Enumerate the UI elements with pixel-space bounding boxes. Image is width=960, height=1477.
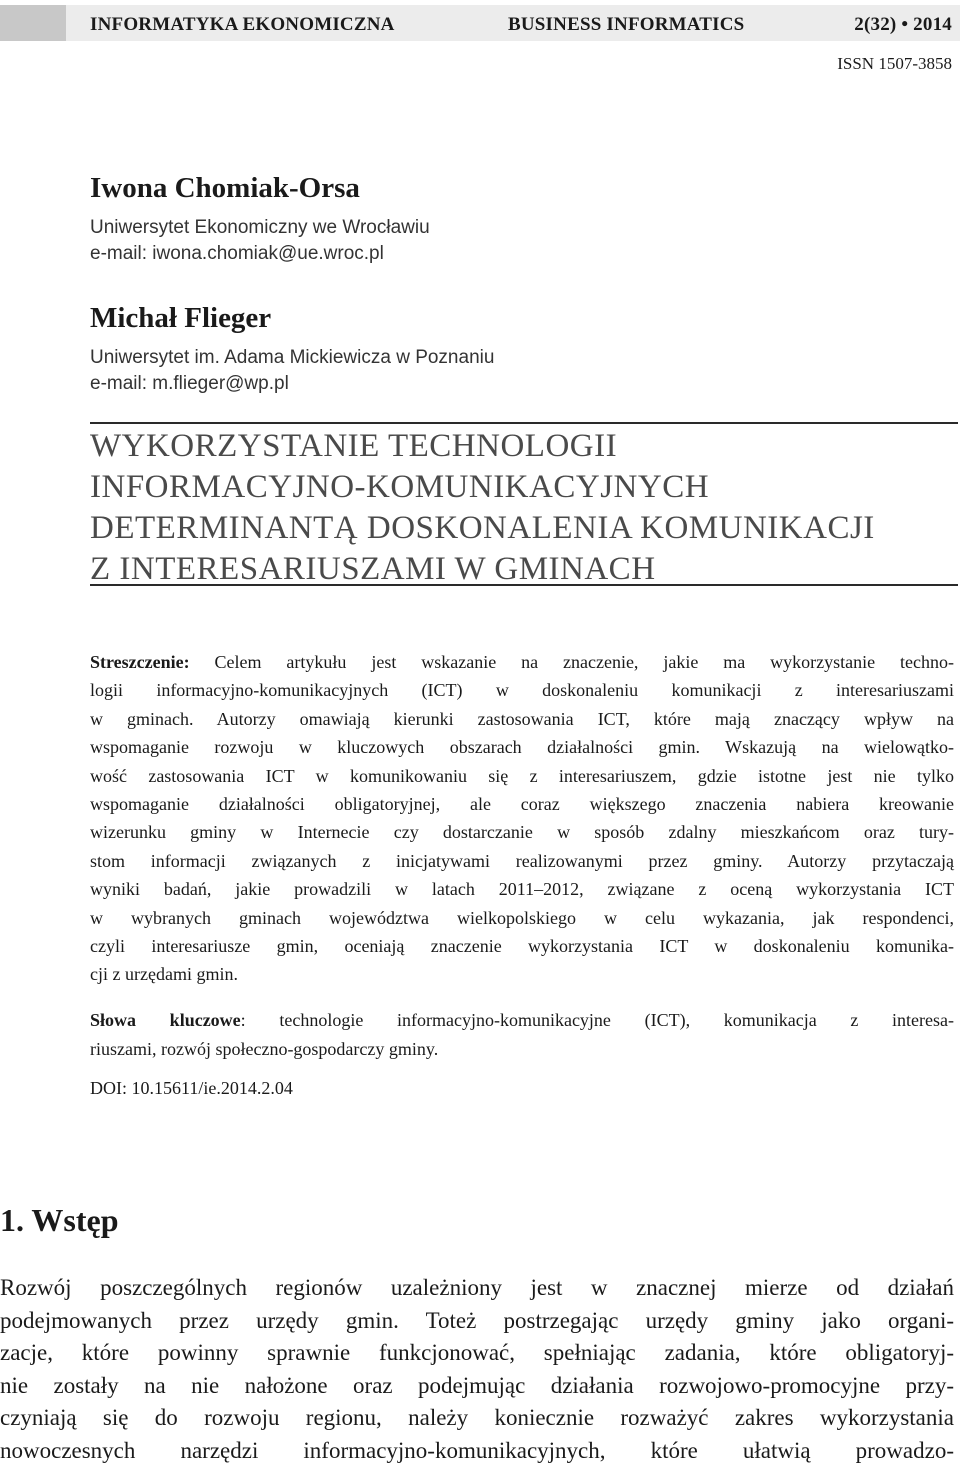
author-2-name: Michał Flieger	[90, 302, 272, 334]
abstract-line: wspomaganie działalności obligatoryjnej, ale coraz większego znaczenia nabiera kreowanie	[90, 794, 954, 815]
body-line: podejmowanych przez urzędy gmin. Toteż postrzegając urzędy gminy jako organi-	[0, 1307, 954, 1333]
author-1-name: Iwona Chomiak-Orsa	[90, 172, 360, 204]
abstract-line: wość zastosowania ICT w komunikowaniu się z interesariuszem, gdzie istotne jest nie tylko	[90, 765, 954, 786]
title-top-rule	[90, 422, 958, 424]
abstract-line: Celem artykułu jest wskazanie na znaczenie, jakie ma wykorzystanie techno-	[189, 652, 954, 672]
title-line: DETERMINANTĄ DOSKONALENIA KOMUNIKACJI	[90, 510, 875, 546]
doi: DOI: 10.15611/ie.2014.2.04	[90, 1078, 293, 1098]
abstract-line: czyli interesariusze gmin, oceniają znaczenie wykorzystania ICT w doskonaleniu komunika-	[90, 936, 954, 957]
abstract-line: wspomaganie rozwoju w kluczowych obszarach działalności gmin. Wskazują na wielowątko-	[90, 737, 954, 758]
body-line: czyniają się do rozwoju regionu, należy koniecznie rozważyć zakres wykorzystania	[0, 1405, 954, 1430]
abstract-line: logii informacyjno-komunikacyjnych (ICT) w doskonaleniu komunikacji z interesariuszami	[90, 680, 954, 701]
author-2-email: e-mail: m.flieger@wp.pl	[90, 373, 289, 394]
body-line: zacje, które powinny sprawnie funkcjonować, spełniając zadania, które obligatoryj-	[0, 1340, 954, 1365]
abstract-line: w wybranych gminach województwa wielkopolskiego w celu wykazania, jak respondenci,	[90, 907, 954, 928]
abstract-line: wyniki badań, jakie prowadzili w latach 2011–2012, związane z oceną wykorzystania ICT	[90, 879, 954, 900]
abstract-line: wizerunku gminy w Internecie czy dostarczanie w sposób zdalny mieszkańcom oraz tury-	[90, 822, 954, 843]
body-line: nie zostały na nie nałożone oraz podejmując działania rozwojowo-promocyjne przy-	[0, 1372, 954, 1398]
issn: ISSN 1507-3858	[837, 54, 952, 73]
abstract-line: cji z urzędami gmin.	[90, 964, 238, 985]
abstract	[90, 648, 954, 989]
header-color-block	[0, 5, 66, 41]
keywords-label: Słowa kluczowe	[90, 1010, 241, 1030]
journal-header-bar	[0, 5, 960, 41]
body-line: Rozwój poszczególnych regionów uzależniony jest w znacznej mierze od działań	[0, 1275, 954, 1300]
section-heading: 1. Wstęp	[0, 1202, 119, 1238]
author-1-email: e-mail: iwona.chomiak@ue.wroc.pl	[90, 243, 384, 264]
journal-name-pl: INFORMATYKA EKONOMICZNA	[90, 14, 395, 35]
journal-name-en: BUSINESS INFORMATICS	[508, 14, 745, 35]
author-1-affiliation: Uniwersytet Ekonomiczny we Wrocławiu	[90, 217, 430, 238]
keywords	[90, 1006, 954, 1064]
keywords-line: riuszami, rozwój społeczno-gospodarczy gminy.	[90, 1039, 439, 1059]
issue-number: 2(32) • 2014	[854, 14, 952, 35]
title-line: WYKORZYSTANIE TECHNOLOGII	[90, 428, 618, 464]
section-body	[0, 1272, 954, 1467]
body-line: nowoczesnych narzędzi informacyjno-komunikacyjnych, które ułatwią prowadzo-	[0, 1437, 954, 1463]
title-bottom-rule	[90, 584, 958, 586]
abstract-label: Streszczenie:	[90, 652, 190, 672]
author-2-affiliation: Uniwersytet im. Adama Mickiewicza w Poznaniu	[90, 347, 495, 368]
abstract-line: stom informacji związanych z inicjatywami realizowanymi przez gminy. Autorzy przytaczają	[90, 850, 954, 871]
article-title	[90, 426, 960, 590]
title-line: INFORMACYJNO-KOMUNIKACYJNYCH	[90, 469, 710, 505]
keywords-line: : technologie informacyjno-komunikacyjne (ICT), komunikacja z interesa-	[240, 1010, 955, 1030]
abstract-line: w gminach. Autorzy omawiają kierunki zastosowania ICT, które mają znaczący wpływ na	[90, 708, 954, 729]
title-line: Z INTERESARIUSZAMI W GMINACH	[90, 551, 656, 587]
